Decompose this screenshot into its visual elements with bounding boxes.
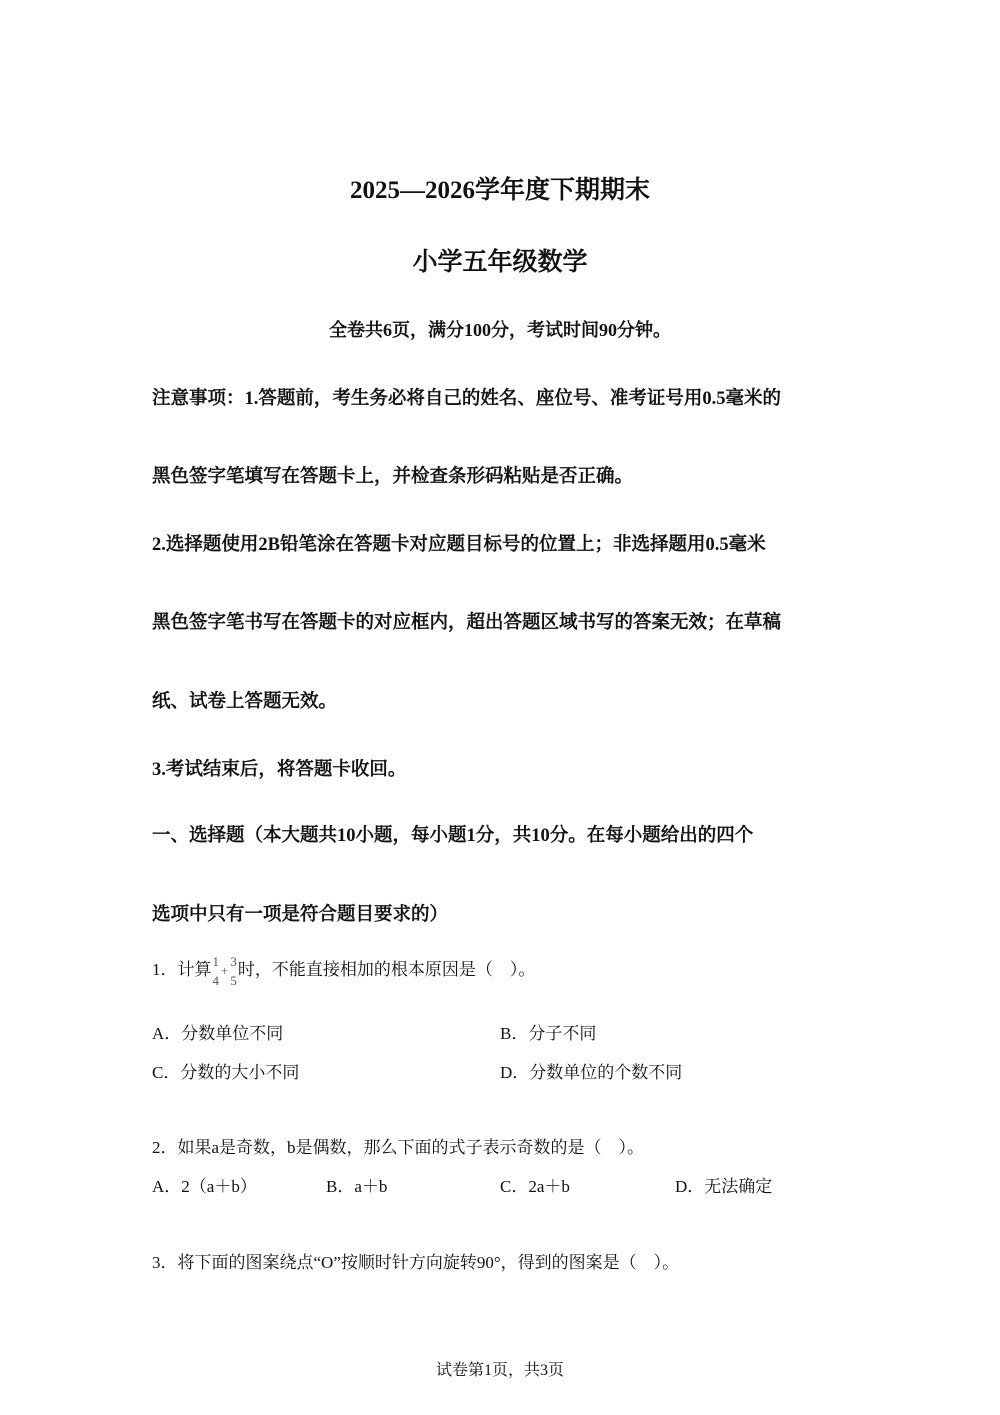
notes-line: 纸、试卷上答题无效。 [152,692,338,712]
q1-option-a: A．分数单位不同 [152,1024,284,1043]
fraction-denominator: 4 [212,973,219,988]
section-heading-line: 一、选择题（本大题共10小题，每小题1分，共10分。在每小题给出的四个 [152,826,754,846]
q1-option-b: B．分子不同 [500,1024,597,1043]
fraction-numerator: 1 [212,954,219,969]
notes-line: 黑色签字笔填写在答题卡上，并检查条形码粘贴是否正确。 [152,467,634,487]
question-1-prefix: 1．计算 [152,959,212,979]
q2-option-b: B．a＋b [326,1177,388,1196]
exam-info: 全卷共6页，满分100分，考试时间90分钟。 [329,320,671,340]
fraction-denominator: 5 [230,973,237,988]
q2-option-d: D．无法确定 [675,1177,773,1196]
question-1-suffix: 时，不能直接相加的根本原因是（ ）。 [237,959,536,979]
fraction-2 [230,952,237,990]
question-1-stem [152,952,535,990]
q2-option-a: A．2（a＋b） [152,1177,257,1196]
section-heading-line: 选项中只有一项是符合题目要求的） [152,905,449,925]
notes-line: 注意事项：1.答题前，考生务必将自己的姓名、座位号、准考证号用0.5毫米的 [152,389,782,409]
fraction-numerator: 3 [230,954,237,969]
page-footer: 试卷第1页，共3页 [435,1362,564,1379]
fraction-1 [213,952,220,990]
question-2-stem: 2．如果a是奇数，b是偶数，那么下面的式子表示奇数的是（ ）。 [152,1138,645,1157]
q1-option-d: D．分数单位的个数不同 [500,1063,683,1082]
exam-title: 2025—2026学年度下期期末 [349,177,650,204]
notes-line: 黑色签字笔书写在答题卡的对应框内，超出答题区域书写的答案无效；在草稿 [152,613,782,633]
exam-subject: 小学五年级数学 [412,249,588,276]
notes-line: 2.选择题使用2B铅笔涂在答题卡对应题目标号的位置上；非选择题用0.5毫米 [152,535,766,555]
notes-line: 3.考试结束后，将答题卡收回。 [152,760,407,780]
q2-option-c: C．2a＋b [500,1177,570,1196]
question-3-stem: 3．将下面的图案绕点“O”按顺时针方向旋转90°，得到的图案是（ ）。 [152,1253,680,1272]
plus-sign: + [221,963,229,978]
q1-option-c: C．分数的大小不同 [152,1063,300,1082]
